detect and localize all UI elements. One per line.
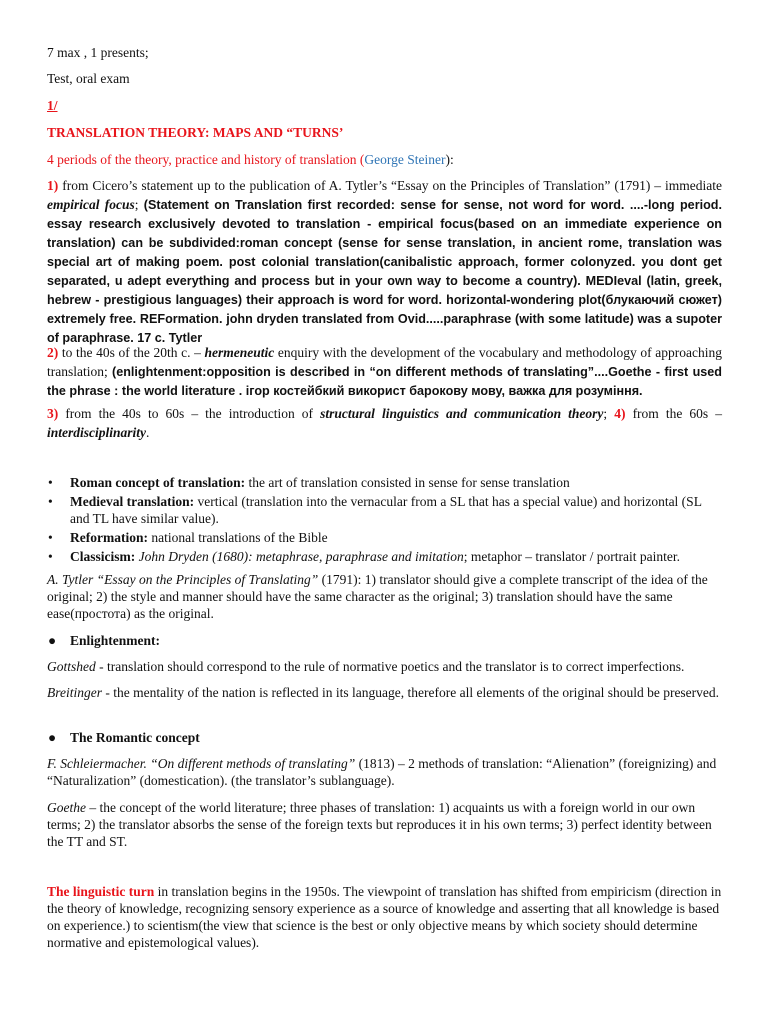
goethe-name: Goethe	[47, 800, 86, 815]
period-3-emphasis: structural linguistics and communication theory	[320, 406, 604, 421]
concept-text: national translations of the Bible	[147, 530, 328, 545]
period-1-text-b: ;	[134, 196, 144, 212]
bullet-icon: ●	[48, 633, 57, 648]
periods-intro	[47, 151, 722, 168]
concepts-list	[47, 474, 722, 567]
enlightenment-heading-text: Enlightenment:	[70, 633, 161, 648]
period-1-notes: (Statement on Translation first recorded: sense for sense, not word for word. ....-long period. essay research exclusively devoted to translation - empirical focus(based on an immediate experience on translation) can be subdivided:roman concept (sense for sense translation, in ancient rome, translation was special art of making poem. post colonial translation(canibalistic approach, former colonyzed. you dont get separated, u adept everything and process but in your own way to become a country). MEDIeval (latin, greek, hebrew - prestigious languages) their approach is word for word. horizontal-wondering plot(блукаючий сюжет) extremely free. REFormation. john dryden translated from Ovid.....paraphrase (with some latitude) was a supoter of paraphrase. 17 c. Tytler	[47, 197, 722, 345]
period-1-emphasis: empirical focus	[47, 196, 135, 212]
period-3-text: from the 40s to 60s – the introduction of	[58, 406, 321, 421]
concept-text: ; metaphor – translator / portrait painter.	[463, 549, 681, 564]
period-2-text: to the 40s of the 20th c. –	[58, 345, 205, 360]
concept-label: Reformation:	[70, 530, 148, 545]
concept-label: Medieval translation:	[70, 494, 195, 509]
period-4-end: .	[146, 424, 150, 440]
period-3-4-paragraph	[47, 405, 722, 442]
concept-text: the art of translation consisted in sense for sense translation	[245, 475, 570, 490]
romantic-heading-text: The Romantic concept	[70, 730, 200, 745]
periods-intro-tail: ):	[445, 152, 454, 167]
gottshed-text: - translation should correspond to the rule of normative poetics and the translator is to correct imperfections.	[95, 659, 685, 674]
list-item	[47, 548, 722, 565]
goethe-text: – the concept of the world literature; three phases of translation: 1) acquaints us with a foreign world in our own terms; 2) the translator absorbs the sense of the foreign texts but reproduces it in his own terms; 3) perfect identity between the TT and ST.	[47, 800, 712, 849]
gottshed-name: Gottshed	[47, 659, 96, 674]
bullet-icon: •	[48, 530, 53, 545]
schleiermacher-paragraph	[47, 755, 722, 789]
enlightenment-heading	[47, 632, 722, 649]
schleiermacher-reference: F. Schleiermacher. “On different methods of translating”	[47, 756, 356, 771]
bullet-icon: •	[48, 549, 53, 564]
breitinger-paragraph	[47, 684, 722, 701]
george-steiner-link[interactable]: George Steiner	[364, 152, 446, 167]
list-item	[47, 474, 722, 491]
period-1-number: 1)	[47, 178, 59, 193]
concept-label: Roman concept of translation:	[70, 475, 246, 490]
linguistic-turn-label: The linguistic turn	[47, 884, 155, 899]
period-4-number: 4)	[614, 406, 626, 421]
breitinger-name: Breitinger	[47, 685, 102, 700]
list-item	[47, 493, 722, 527]
linguistic-turn-paragraph	[47, 883, 722, 951]
gottshed-paragraph	[47, 658, 722, 675]
section-number: 1/	[47, 98, 58, 113]
list-item	[47, 529, 722, 546]
period-separator: ;	[603, 406, 615, 421]
romantic-heading	[47, 729, 722, 746]
periods-intro-text: 4 periods of the theory, practice and history of translation (	[47, 152, 365, 167]
bullet-icon: •	[48, 494, 53, 509]
schleiermacher-text: (1813) – 2 methods of translation: “Alienation” (foreignizing) and “Naturalization” (domestication). (the translator’s sublanguage).	[47, 756, 717, 788]
period-4-emphasis: interdisciplinarity	[47, 424, 147, 440]
header-line-1: 7 max , 1 presents;	[47, 45, 149, 60]
period-2-notes: (enlightenment:opposition is described in “on different methods of translating”....Goethe - first used the phrase : the world literature . ігор костейбкий використ барокову мову, важка для розуміння.	[47, 364, 722, 398]
header-line-2: Test, oral exam	[47, 71, 130, 86]
tytler-paragraph	[47, 571, 722, 622]
concept-text: vertical (translation into the vernacular from a SL that has a special value) and horizontal (SL and TL have similar value).	[70, 494, 702, 526]
period-2-paragraph	[47, 344, 722, 401]
concept-italic: John Dryden (1680): metaphrase, paraphrase and imitation	[135, 549, 464, 564]
breitinger-text: - the mentality of the nation is reflected in its language, therefore all elements of the original should be preserved.	[102, 685, 720, 700]
period-4-text: from the 60s –	[625, 406, 722, 421]
period-2-emphasis: hermeneutic	[204, 345, 275, 360]
period-2-text-b: enquiry with the development of the vocabulary and methodology of approaching translation;	[47, 345, 723, 379]
period-2-number: 2)	[47, 345, 59, 360]
page-title: TRANSLATION THEORY: MAPS AND “TURNS’	[47, 125, 344, 140]
linguistic-turn-text: in translation begins in the 1950s. The viewpoint of translation has shifted from empiricism (direction in the theory of knowledge, recognizing sensory experience as a source of knowledge and asserting that all knowledge is based on experience.) to scientism(the view that science is the best or only objective means by which society should determine normative and epistemological values).	[47, 884, 722, 950]
bullet-icon: •	[48, 475, 53, 490]
tytler-text: (1791): 1) translator should give a complete transcript of the idea of the original; 2) the style and manner should have the same character as the original; 3) translation should have the same ease(простота) as the original.	[47, 572, 708, 621]
concept-label: Classicism:	[70, 549, 136, 564]
period-1-paragraph	[47, 177, 722, 348]
bullet-icon: ●	[48, 730, 57, 745]
period-1-text: from Cicero’s statement up to the publication of A. Tytler’s “Essay on the Principles of Translation” (1791) – immediate	[58, 178, 722, 193]
tytler-reference: A. Tytler “Essay on the Principles of Translating”	[47, 572, 319, 587]
period-3-number: 3)	[47, 406, 59, 421]
goethe-paragraph	[47, 799, 722, 850]
